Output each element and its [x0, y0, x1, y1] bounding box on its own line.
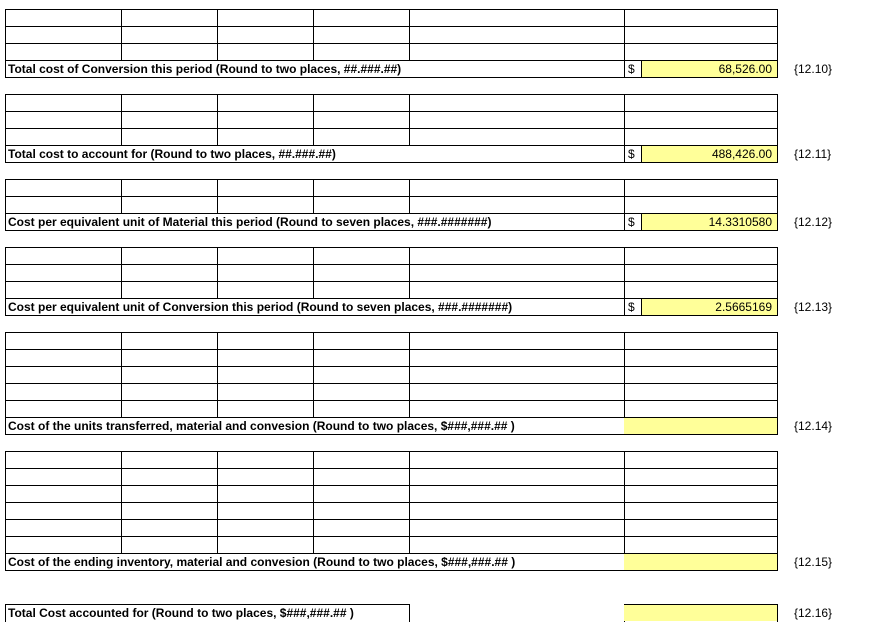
grid-line: [409, 604, 410, 622]
grid-line: [777, 604, 778, 622]
value-12-10[interactable]: 68,526.00: [718, 62, 772, 76]
grid-line: [313, 451, 314, 554]
grid-line: [777, 179, 778, 231]
row-label-12-15: Cost of the ending inventory, material and convesion (Round to two places, $###,###.## ): [8, 555, 516, 569]
grid-line: [5, 94, 6, 163]
grid-line: [409, 9, 410, 61]
grid-line: [5, 247, 6, 316]
grid-line: [409, 332, 410, 418]
currency-12-10: $: [628, 62, 635, 76]
grid-line: [121, 9, 122, 61]
grid-line: [121, 332, 122, 418]
currency-12-13: $: [628, 300, 635, 314]
grid-line: [624, 451, 625, 571]
input-cell-12-14[interactable]: [624, 418, 777, 434]
ref-12-11: {12.11}: [794, 147, 832, 161]
row-label-12-10: Total cost of Conversion this period (Round to two places, ##.###.##): [8, 62, 402, 76]
grid-line: [121, 451, 122, 554]
row-label-12-16: Total Cost accounted for (Round to two places, $###,###.## ): [8, 606, 354, 620]
grid-line: [313, 94, 314, 146]
currency-12-12: $: [628, 215, 635, 229]
grid-line: [217, 332, 218, 418]
grid-line: [5, 434, 778, 435]
grid-line: [777, 451, 778, 571]
row-label-12-13: Cost per equivalent unit of Conversion this period (Round to seven places, ###.#######): [8, 300, 513, 314]
grid-line: [313, 247, 314, 299]
grid-line: [217, 179, 218, 214]
value-12-13[interactable]: 2.5665169: [715, 300, 772, 314]
grid-line: [217, 451, 218, 554]
grid-line: [121, 94, 122, 146]
grid-line: [5, 315, 778, 316]
grid-line: [624, 247, 625, 316]
input-cell-12-16[interactable]: [624, 605, 777, 621]
grid-line: [5, 332, 6, 435]
grid-line: [624, 94, 625, 163]
ref-12-12: {12.12}: [794, 215, 833, 229]
ref-12-15: {12.15}: [794, 555, 833, 569]
grid-line: [777, 94, 778, 163]
grid-line: [777, 332, 778, 435]
grid-line: [5, 570, 778, 571]
ref-12-10: {12.10}: [794, 62, 833, 76]
grid-line: [313, 332, 314, 418]
grid-line: [5, 451, 6, 571]
grid-line: [217, 9, 218, 61]
grid-line: [217, 247, 218, 299]
grid-line: [624, 179, 625, 231]
grid-line: [121, 247, 122, 299]
grid-line: [777, 247, 778, 316]
grid-line: [409, 179, 410, 214]
grid-line: [5, 9, 6, 78]
grid-line: [313, 179, 314, 214]
grid-line: [409, 94, 410, 146]
row-label-12-14: Cost of the units transferred, material and convesion (Round to two places, $###,###.## ): [8, 419, 515, 433]
input-cell-12-15[interactable]: [624, 554, 777, 570]
grid-line: [313, 9, 314, 61]
value-12-11[interactable]: 488,426.00: [711, 147, 772, 161]
grid-line: [5, 604, 6, 622]
grid-line: [409, 451, 410, 554]
currency-12-11: $: [628, 147, 635, 161]
row-label-12-11: Total cost to account for (Round to two places, ##.###.##): [8, 147, 336, 161]
row-label-12-12: Cost per equivalent unit of Material this period (Round to seven places, ###.#######): [8, 215, 492, 229]
ref-12-13: {12.13}: [794, 300, 833, 314]
value-12-12[interactable]: 14.3310580: [708, 215, 772, 229]
grid-line: [5, 162, 778, 163]
grid-line: [5, 230, 778, 231]
grid-line: [5, 179, 6, 231]
grid-line: [121, 179, 122, 214]
grid-line: [5, 77, 778, 78]
grid-line: [217, 94, 218, 146]
ref-12-16: {12.16}: [794, 606, 833, 620]
grid-line: [777, 9, 778, 78]
ref-12-14: {12.14}: [794, 419, 833, 433]
grid-line: [409, 247, 410, 299]
grid-line: [624, 9, 625, 78]
